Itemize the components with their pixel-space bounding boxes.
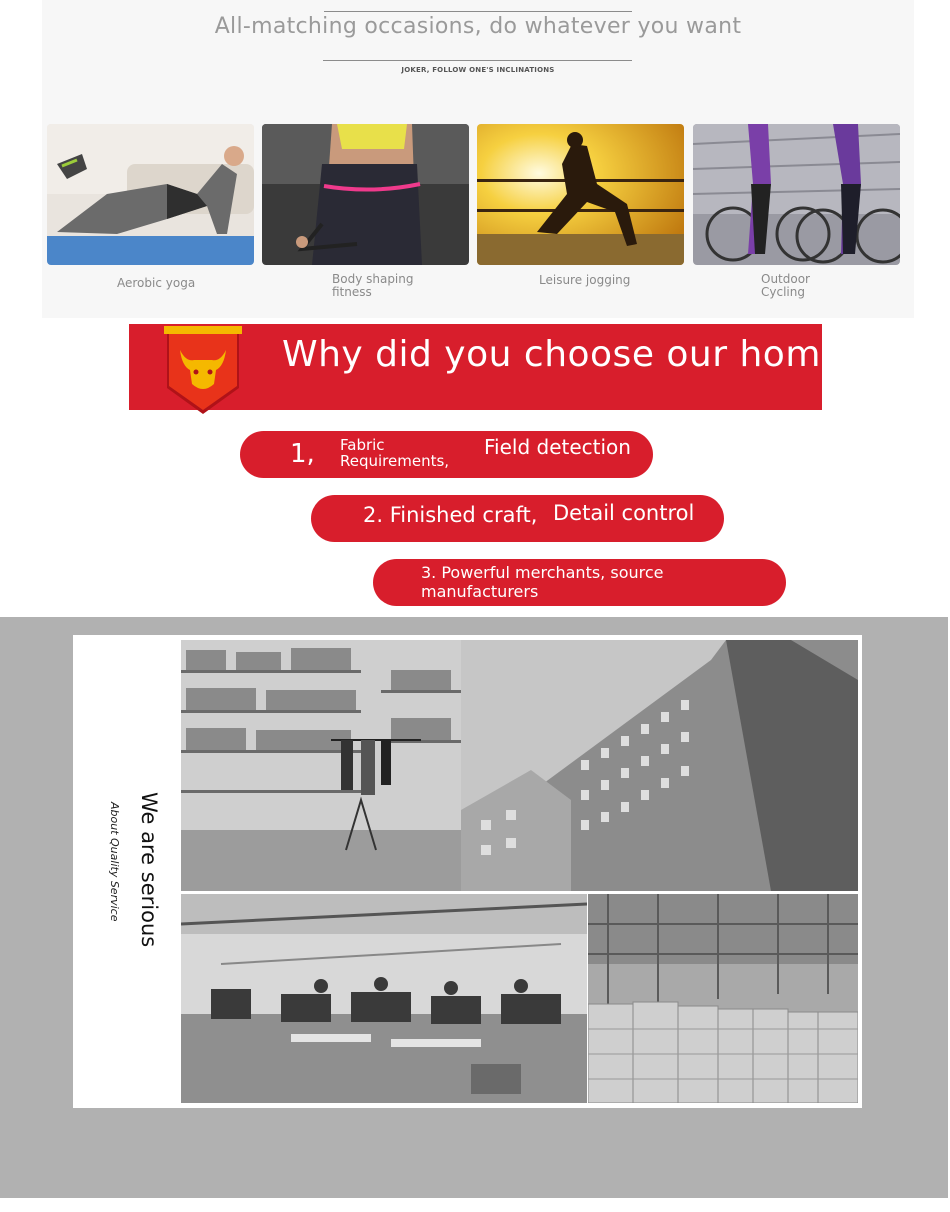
why-title: Why did you choose our home	[282, 334, 844, 375]
title-rule-top	[324, 11, 632, 12]
reason-2-text: 2. Finished craft,	[363, 503, 538, 527]
reason-pill-3	[373, 559, 786, 606]
reason-pill-1	[240, 431, 653, 478]
occasion-caption-jogging: Leisure jogging	[539, 273, 631, 287]
factory-subheading: About Quality Service	[108, 802, 121, 922]
cycling-photo	[693, 124, 900, 265]
factory-heading: We are serious	[137, 792, 161, 948]
reason-1-extra: Field detection	[484, 435, 631, 459]
reason-3-text: 3. Powerful merchants, source manufacturers	[421, 563, 664, 601]
occasion-caption-fitness: Body shaping fitness	[332, 272, 414, 299]
occasions-subtitle: JOKER, FOLLOW ONE'S INCLINATIONS	[401, 66, 555, 74]
bull-badge-icon	[160, 326, 246, 418]
occasions-title: All-matching occasions, do whatever you want	[214, 14, 742, 39]
reason-1-text: Fabric Requirements,	[340, 436, 450, 470]
yoga-photo	[47, 124, 254, 265]
title-rule-bottom	[323, 60, 632, 61]
reason-1-number: 1,	[290, 439, 315, 469]
warehouse-shelves-photo	[181, 640, 461, 891]
reason-pill-2	[311, 495, 724, 542]
sewing-workshop-photo	[181, 894, 587, 1103]
occasion-caption-cycling: Outdoor Cycling	[761, 272, 810, 299]
jogging-photo	[477, 124, 684, 265]
boxed-warehouse-photo	[588, 894, 858, 1103]
occasions-section	[42, 0, 914, 318]
factory-building-photo	[461, 640, 858, 891]
fitness-photo	[262, 124, 469, 265]
reason-2-extra: Detail control	[553, 501, 695, 525]
occasion-caption-yoga: Aerobic yoga	[117, 276, 196, 290]
